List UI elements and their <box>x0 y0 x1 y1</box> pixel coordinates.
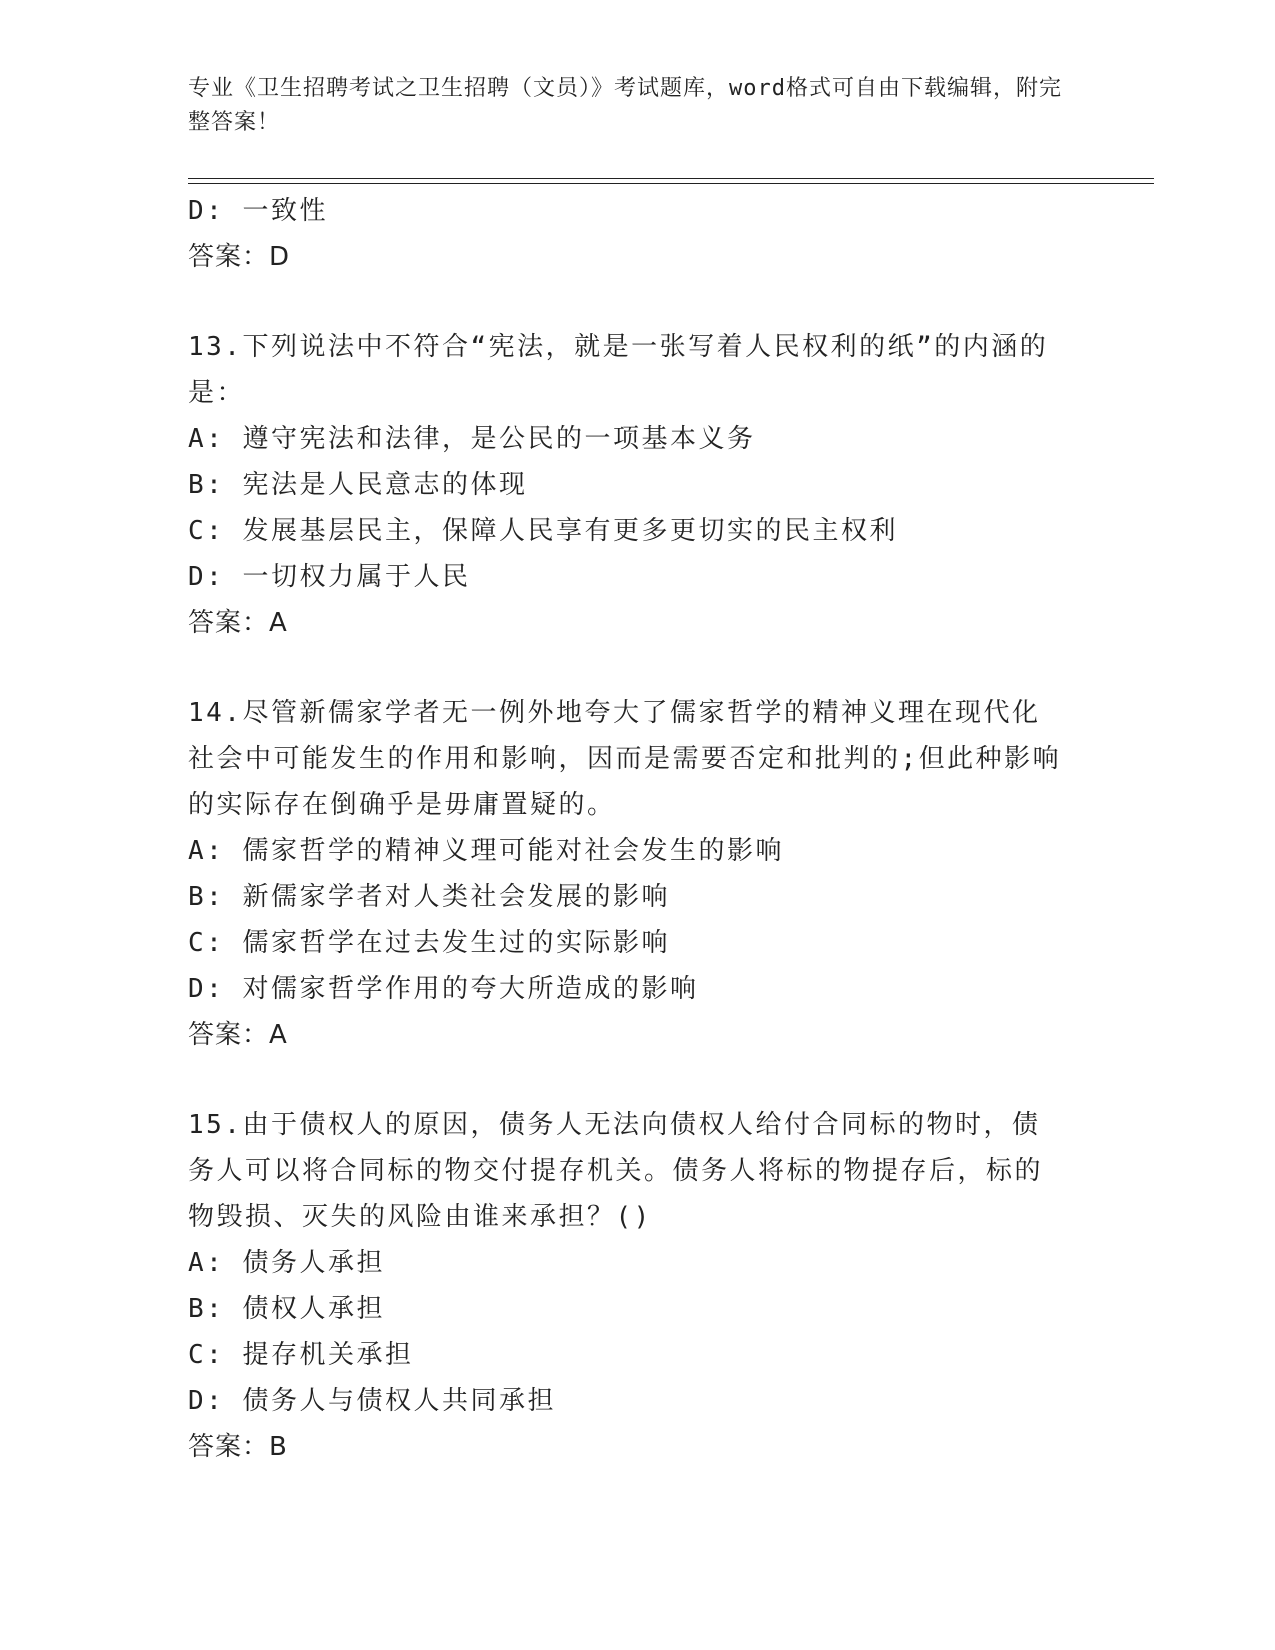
option-c: C: 提存机关承担 <box>188 1340 414 1370</box>
document-header: 专业《卫生招聘考试之卫生招聘（文员）》考试题库，word格式可自由下载编辑，附完整答案！ <box>188 76 1062 135</box>
answer-label: 答案：A <box>188 1020 288 1050</box>
option-d: D: 对儒家哲学作用的夸大所造成的影响 <box>188 974 699 1004</box>
option-a: A: 遵守宪法和法律，是公民的一项基本义务 <box>188 424 756 454</box>
question-stem: 14.尽管新儒家学者无一例外地夸大了儒家哲学的精神义理在现代化社会中可能发生的作用和影响，因而是需要否定和批判的;但此种影响的实际存在倒确乎是毋庸置疑的。 <box>188 698 1062 820</box>
option-d: D: 债务人与债权人共同承担 <box>188 1386 556 1416</box>
previous-answer: 答案：D <box>188 242 291 272</box>
option-c: C: 儒家哲学在过去发生过的实际影响 <box>188 928 670 958</box>
option-d: D: 一切权力属于人民 <box>188 562 471 592</box>
question-13 <box>188 324 1068 646</box>
option-c: C: 发展基层民主，保障人民享有更多更切实的民主权利 <box>188 516 898 546</box>
option-b: B: 新儒家学者对人类社会发展的影响 <box>188 882 670 912</box>
question-14 <box>188 690 1068 1058</box>
option-a: A: 儒家哲学的精神义理可能对社会发生的影响 <box>188 836 784 866</box>
previous-option-d: D: 一致性 <box>188 196 328 226</box>
header-divider-top <box>188 178 1154 179</box>
header-divider-bottom <box>188 183 1154 184</box>
document-body <box>188 188 1068 1470</box>
option-a: A: 债务人承担 <box>188 1248 385 1278</box>
answer-label: 答案：A <box>188 608 288 638</box>
question-15 <box>188 1102 1068 1470</box>
option-b: B: 宪法是人民意志的体现 <box>188 470 528 500</box>
option-b: B: 债权人承担 <box>188 1294 385 1324</box>
answer-label: 答案：B <box>188 1432 288 1462</box>
question-stem: 15.由于债权人的原因，债务人无法向债权人给付合同标的物时，债务人可以将合同标的物交付提存机关。债务人将标的物提存后，标的物毁损、灭失的风险由谁来承担？() <box>188 1110 1044 1232</box>
question-stem: 13.下列说法中不符合“宪法，就是一张写着人民权利的纸”的内涵的是： <box>188 332 1049 408</box>
